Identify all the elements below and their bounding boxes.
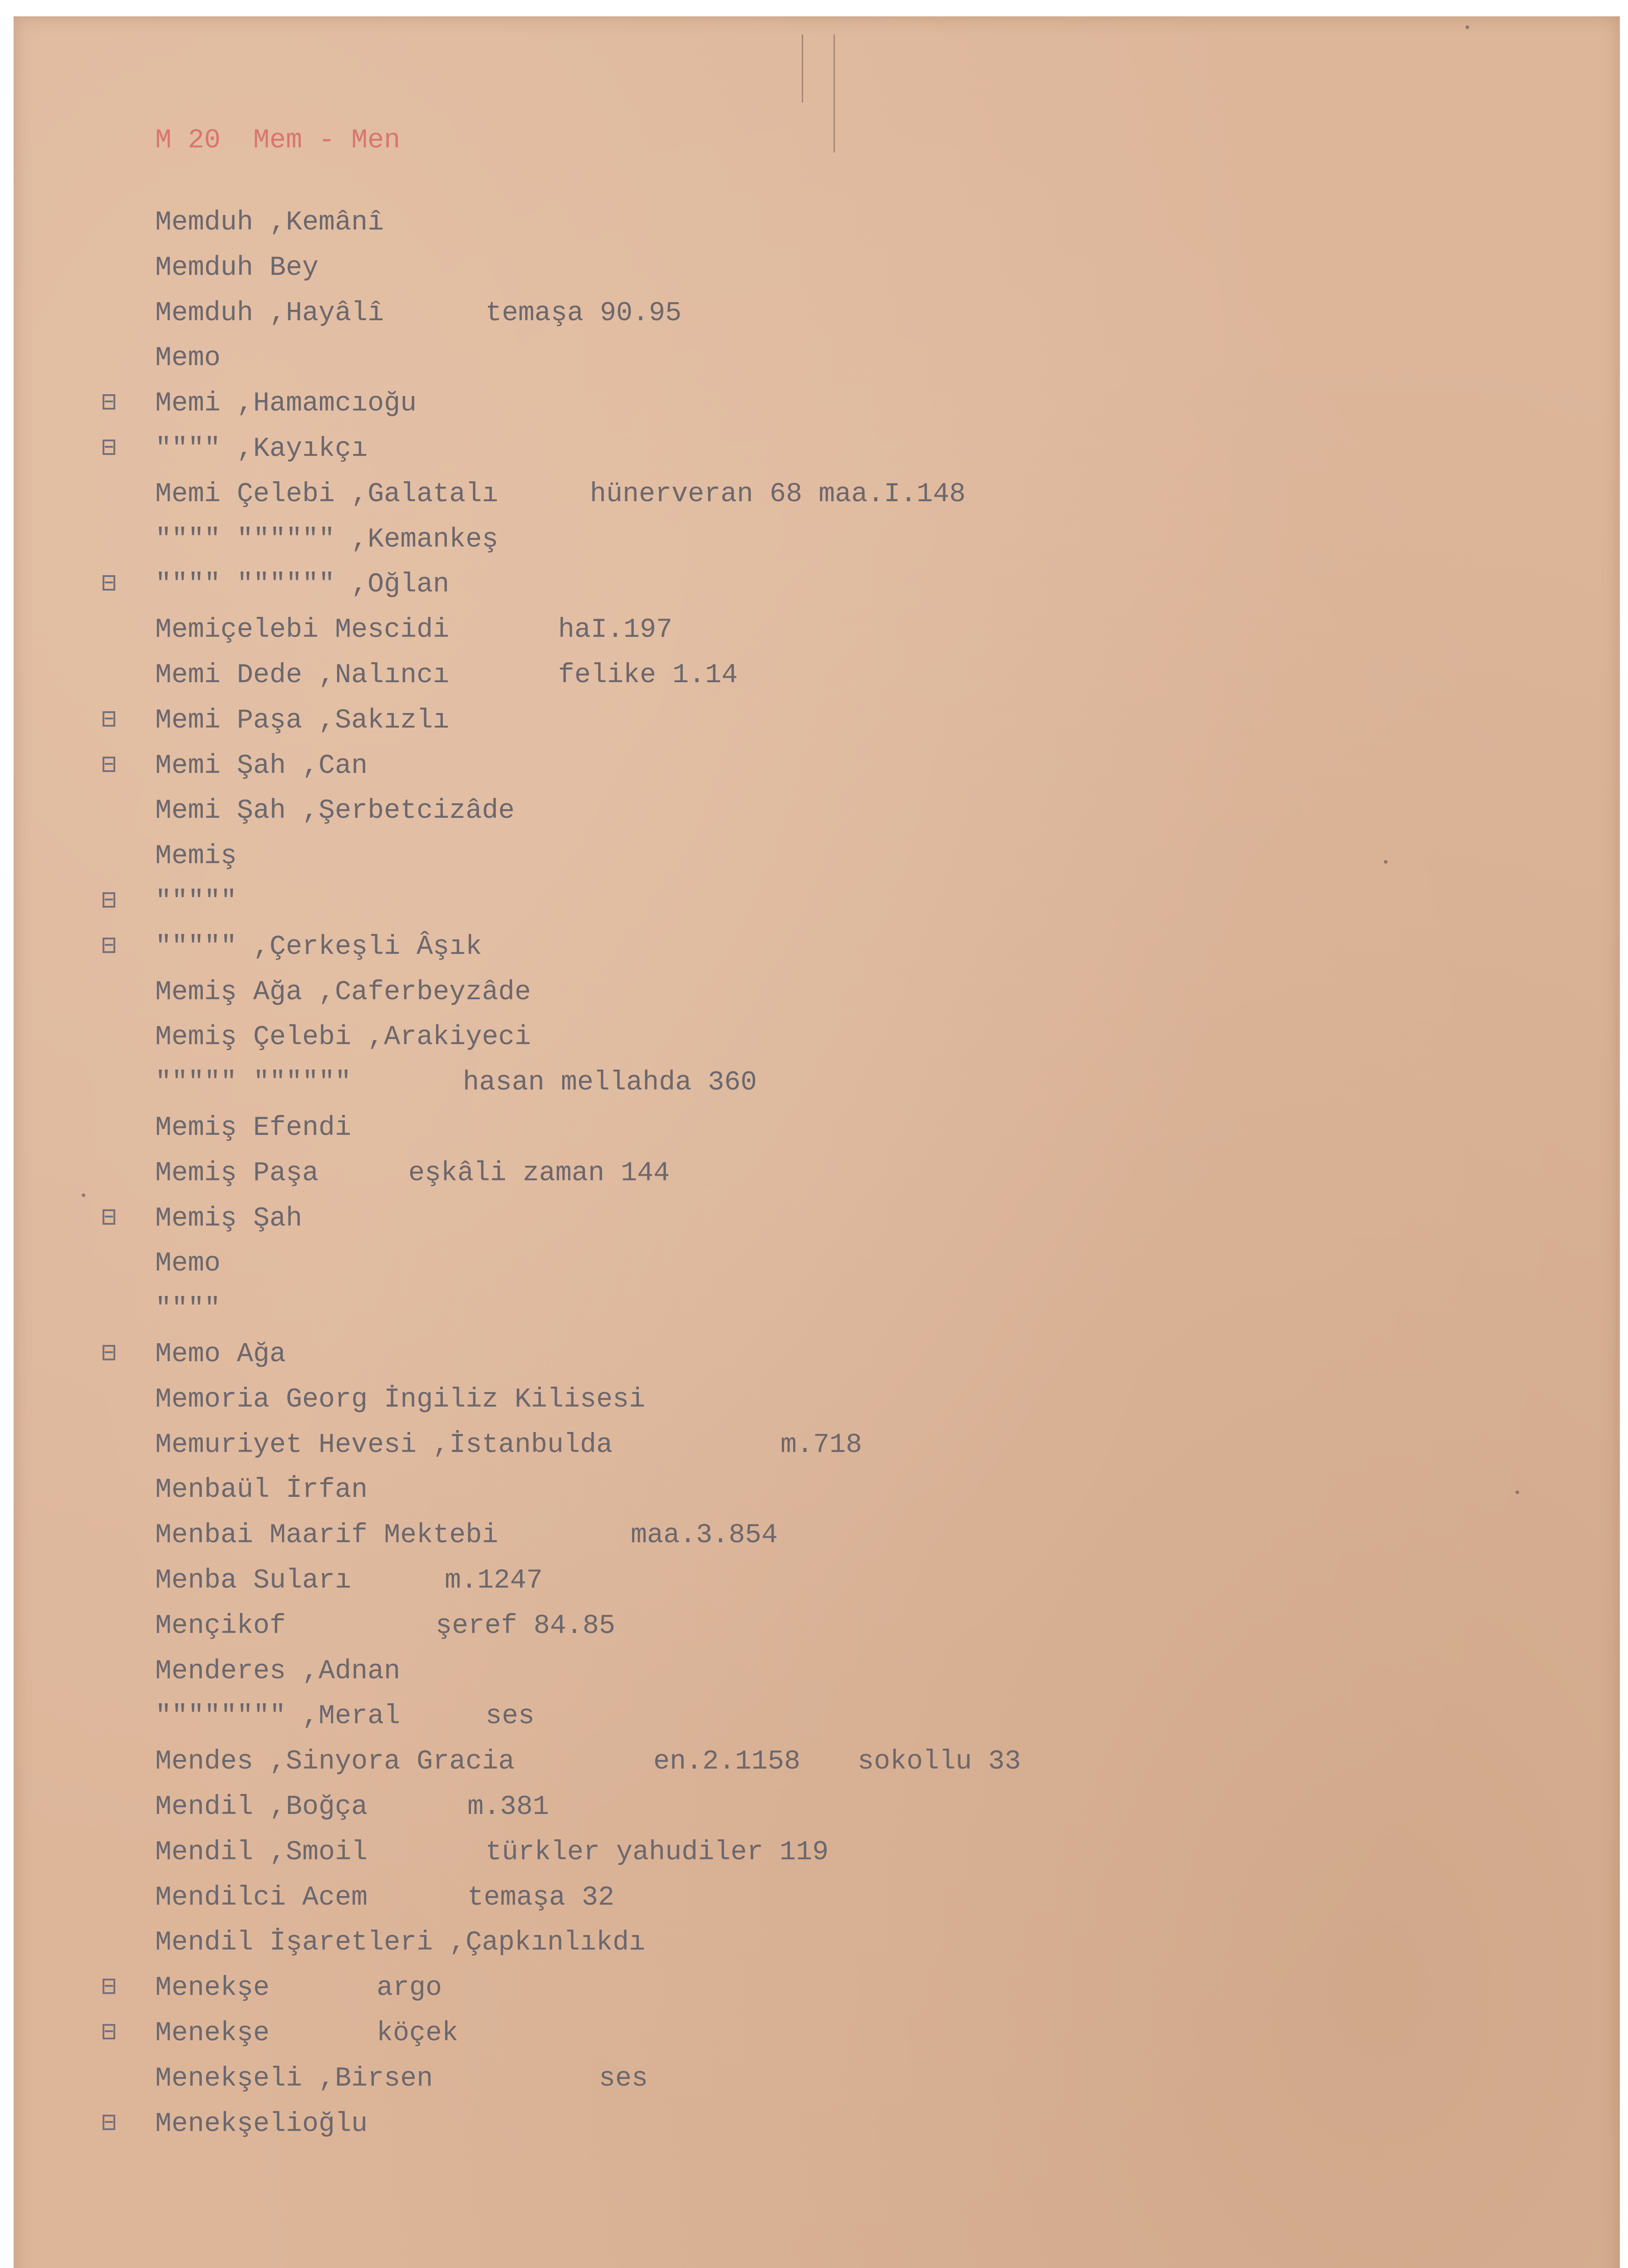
entry-reference: hasan mellahda 360 [463, 1067, 757, 1099]
entry-name: Memi Paşa ,Sakızlı [155, 705, 450, 736]
entry-name: Memo Ağa [155, 1339, 286, 1370]
entry-name: Memiş Efendi [155, 1113, 352, 1144]
entry-name: Memuriyet Hevesi ,İstanbulda [155, 1429, 613, 1461]
entry-reference: şeref 84.85 [436, 1610, 616, 1642]
entry-row [14, 388, 1620, 420]
entry-reference: temaşa 32 [467, 1882, 615, 1913]
entry-row [14, 1610, 1620, 1642]
boxed-mark-icon [100, 438, 118, 457]
entry-row [14, 1882, 1620, 1914]
entry-name: Memiş Paşa [155, 1158, 319, 1189]
speck [82, 1193, 85, 1197]
entry-name: Memi ,Hamamcıoğu [155, 388, 417, 420]
entry-name: Memiş [155, 841, 237, 872]
entry-name: Menderes ,Adnan [155, 1656, 401, 1687]
entry-name: """""""" ,Meral [155, 1701, 401, 1732]
entry-name: Memduh ,Hayâlî [155, 298, 384, 329]
entry-row [14, 2063, 1620, 2095]
fold-mark-left [802, 34, 803, 103]
entry-name: Memo [155, 343, 221, 374]
entry-name: Menbai Maarif Mektebi [155, 1520, 499, 1551]
boxed-mark-icon [100, 755, 118, 774]
entry-name: Memiçelebi Mescidi [155, 615, 450, 646]
entry-name: """" """""" ,Kemankeş [155, 524, 499, 555]
entry-row [14, 1293, 1620, 1325]
entry-name: Mençikof [155, 1610, 286, 1642]
fold-mark-right [834, 34, 835, 152]
entry-row [14, 1746, 1620, 1778]
entry-row [14, 1565, 1620, 1597]
entry-reference: eşkâli zaman 144 [408, 1158, 670, 1189]
entry-name: Memoria Georg İngiliz Kilisesi [155, 1384, 646, 1415]
entry-name: Memi Dede ,Nalıncı [155, 660, 450, 691]
entry-row [14, 841, 1620, 872]
entry-name: Memi Çelebi ,Galatalı [155, 479, 499, 510]
entry-row [14, 2108, 1620, 2140]
entry-name: Menekşe [155, 1973, 270, 2004]
entry-name: Memo [155, 1248, 221, 1280]
entry-reference: en.2.1158 [653, 1746, 801, 1778]
entry-reference-secondary: sokollu 33 [858, 1746, 1021, 1778]
entry-row [14, 342, 1620, 374]
entry-name: """" ,Kayıkçı [155, 434, 368, 464]
entry-reference: argo [377, 1973, 442, 2004]
boxed-mark-icon [100, 890, 118, 909]
entry-name: Mendil ,Boğça [155, 1792, 368, 1823]
entry-row [14, 977, 1620, 1008]
page-header: M 20 Mem - Men [155, 125, 401, 156]
entry-name: Memiş Şah [155, 1203, 303, 1234]
speck [1384, 860, 1388, 864]
entry-name: """" [155, 1294, 221, 1325]
entry-row [14, 1791, 1620, 1823]
entry-row [14, 1656, 1620, 1687]
entry-reference: ses [599, 2063, 648, 2094]
entry-name: """" """""" ,Oğlan [155, 569, 450, 601]
entry-name: Menekşeli ,Birsen [155, 2063, 433, 2094]
entry-name: Menekşe [155, 2018, 270, 2049]
entry-reference: temaşa 90.95 [485, 298, 682, 329]
entry-row [14, 1384, 1620, 1416]
boxed-mark-icon [100, 392, 118, 411]
entry-name: Menba Suları [155, 1565, 352, 1596]
entry-reference: hünerveran 68 maa.I.148 [590, 479, 966, 510]
boxed-mark-icon [100, 709, 118, 728]
entry-row [14, 569, 1620, 601]
entry-name: Mendil ,Smoil [155, 1837, 368, 1868]
boxed-mark-icon [100, 1977, 118, 1996]
entry-row [14, 795, 1620, 827]
entry-row [14, 1203, 1620, 1235]
entry-row [14, 886, 1620, 918]
entry-row [14, 705, 1620, 737]
entry-reference: maa.3.854 [631, 1520, 778, 1551]
entry-row [14, 1429, 1620, 1461]
entry-row [14, 252, 1620, 284]
entry-row [14, 1474, 1620, 1506]
entry-row [14, 750, 1620, 782]
entry-row [14, 1520, 1620, 1551]
entry-row [14, 1022, 1620, 1053]
entry-row [14, 2018, 1620, 2049]
entry-name: """"" ,Çerkeşli Âşık [155, 931, 482, 963]
entry-row [14, 931, 1620, 963]
entry-name: Mendilci Acem [155, 1882, 368, 1913]
entry-name: """"" """""" [155, 1067, 352, 1099]
entry-row [14, 1248, 1620, 1280]
entry-row [14, 660, 1620, 691]
boxed-mark-icon [100, 1343, 118, 1362]
speck [1515, 1491, 1519, 1494]
entry-row [14, 433, 1620, 465]
entry-name: Memiş Çelebi ,Arakiyeci [155, 1022, 531, 1053]
entry-name: Menbaül İrfan [155, 1475, 368, 1506]
entry-row [14, 1972, 1620, 2004]
entry-row [14, 1701, 1620, 1732]
entry-row [14, 298, 1620, 329]
entry-name: Menekşelioğlu [155, 2108, 368, 2140]
boxed-mark-icon [100, 2022, 118, 2041]
entry-row [14, 1837, 1620, 1868]
entry-reference: felike 1.14 [558, 660, 738, 691]
entry-name: Memiş Ağa ,Caferbeyzâde [155, 977, 531, 1008]
entry-reference: ses [485, 1701, 535, 1732]
entry-row [14, 1339, 1620, 1370]
entry-reference: m.381 [467, 1792, 549, 1823]
entry-row [14, 1067, 1620, 1099]
boxed-mark-icon [100, 573, 118, 592]
entry-reference: türkler yahudiler 119 [485, 1837, 829, 1868]
entry-row [14, 1112, 1620, 1144]
boxed-mark-icon [100, 2113, 118, 2132]
boxed-mark-icon [100, 1207, 118, 1227]
entry-reference: m.718 [780, 1429, 863, 1461]
entry-reference: haI.197 [558, 615, 673, 646]
entry-name: """"" [155, 886, 237, 917]
entry-row [14, 524, 1620, 556]
entry-name: Mendil İşaretleri ,Çapkınlıkdı [155, 1927, 646, 1959]
entry-row [14, 207, 1620, 239]
entry-reference: m.1247 [445, 1565, 543, 1596]
entry-name: Mendes ,Sinyora Gracia [155, 1746, 515, 1778]
entry-name: Memi Şah ,Şerbetcizâde [155, 796, 515, 827]
document-page [14, 16, 1620, 2268]
speck [1466, 25, 1469, 29]
entry-row [14, 479, 1620, 510]
entry-name: Memduh ,Kemânî [155, 207, 384, 238]
entry-row [14, 614, 1620, 646]
boxed-mark-icon [100, 936, 118, 955]
entry-row [14, 1158, 1620, 1189]
entry-name: Memduh Bey [155, 252, 319, 284]
entry-row [14, 1927, 1620, 1959]
entry-reference: köçek [377, 2018, 459, 2049]
entry-name: Memi Şah ,Can [155, 750, 368, 782]
